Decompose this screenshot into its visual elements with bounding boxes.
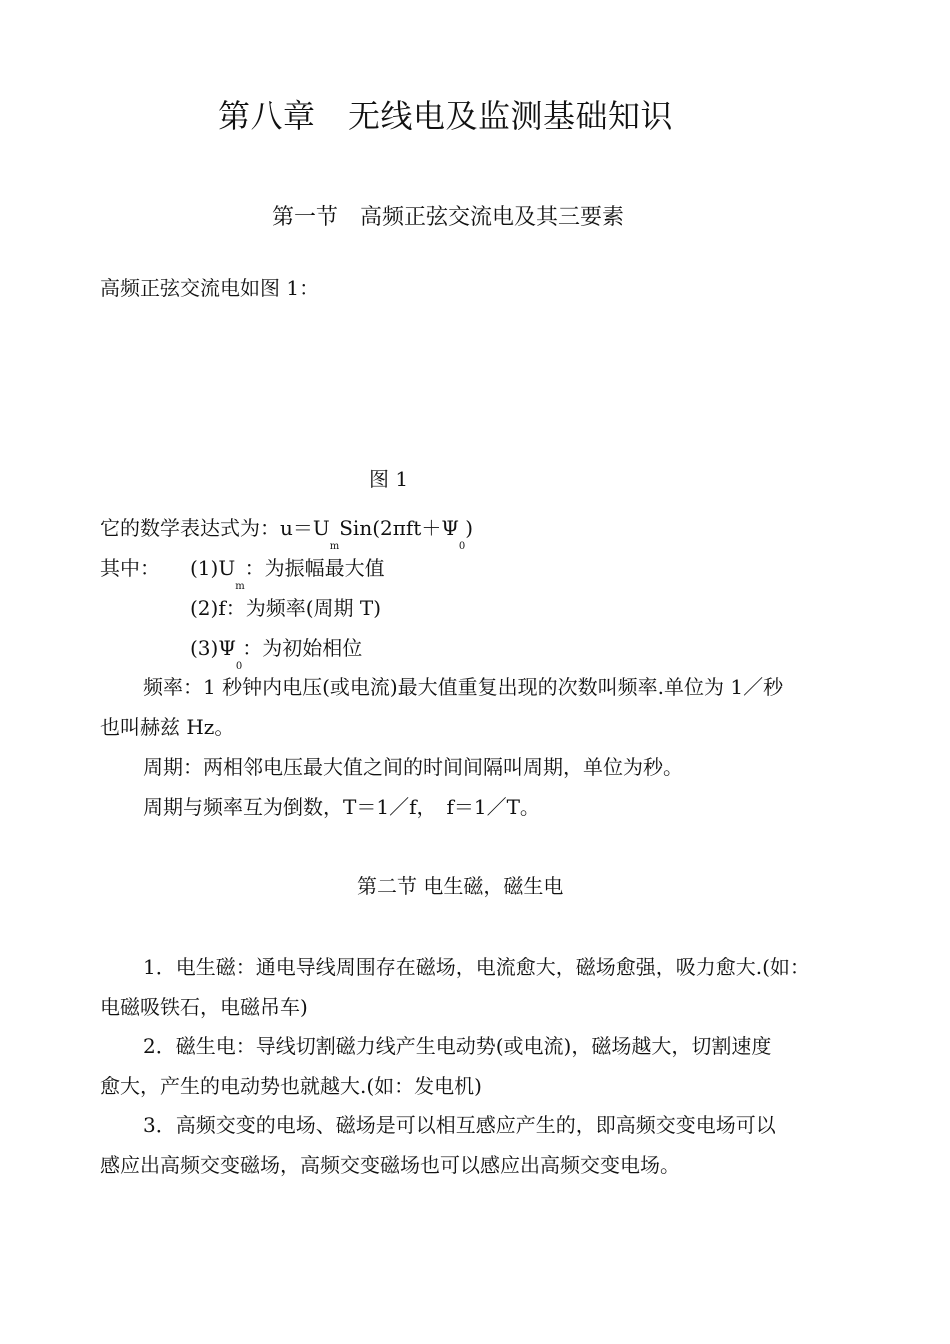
section1-title: 第一节 高频正弦交流电及其三要素 [272,205,625,230]
frequency-definition: 频率：1 秒钟内电压(或电流)最大值重复出现的次数叫频率.单位为 1／秒 [143,675,784,699]
item-post: ：为振幅最大值 [244,556,385,580]
formula-mid: Sin(2πft＋Ψ [339,516,459,540]
list-item [190,598,381,618]
formula-suffix: ) [465,516,474,540]
chapter-title: 第八章 无线电及监测基础知识 [218,97,674,135]
paragraph-1: 1．电生磁：通电导线周围存在磁场，电流愈大，磁场愈强，吸力愈大.(如： [143,955,810,979]
period-frequency-relation: 周期与频率互为倒数，T＝1／f， f＝1／T。 [143,795,540,819]
item-pre: (3)Ψ [190,636,236,660]
list-item [190,556,385,592]
item-pre: (1)U [190,556,236,580]
section2-title: 第二节 电生磁，磁生电 [357,874,564,898]
formula-sub-0: 0 [458,541,466,552]
frequency-definition-cont: 也叫赫兹 Hz。 [100,715,235,739]
intro-text: 高频正弦交流电如图 1： [100,276,320,300]
paragraph-2: 2．磁生电：导线切割磁力线产生电动势(或电流)，磁场越大，切割速度 [143,1034,772,1058]
formula-sub-m: m [329,541,340,552]
period-definition: 周期：两相邻电压最大值之间的时间间隔叫周期，单位为秒。 [143,755,683,779]
figure-caption: 图 1 [369,467,409,491]
paragraph-3-cont: 感应出高频交变磁场，高频交变磁场也可以感应出高频交变电场。 [100,1153,680,1177]
formula-prefix: 它的数学表达式为：u＝U [100,516,330,540]
item-sub: 0 [235,661,243,672]
paragraph-3: 3．高频交变的电场、磁场是可以相互感应产生的，即高频交变电场可以 [143,1113,776,1137]
list-item [190,636,363,672]
paragraph-1-cont: 电磁吸铁石，电磁吊车) [100,995,308,1019]
formula-line [100,516,474,552]
where-label: 其中： [100,556,160,580]
item-post: ：为初始相位 [242,636,363,660]
item-pre: (2)f：为频率(周期 T) [190,596,382,620]
paragraph-2-cont: 愈大，产生的电动势也就越大.(如：发电机) [100,1074,482,1098]
item-sub: m [235,581,245,592]
